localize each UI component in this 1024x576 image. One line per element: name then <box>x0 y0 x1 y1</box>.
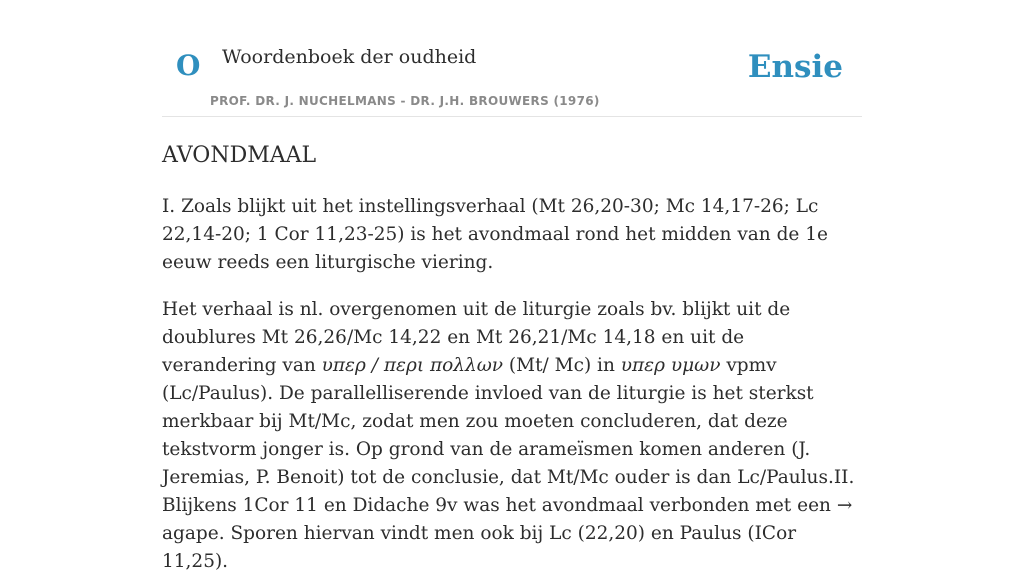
greek-phrase: υπερ υμων <box>620 355 721 377</box>
paragraph-text: (Mt/ Mc) in <box>503 355 621 377</box>
page-header <box>162 0 862 117</box>
book-title[interactable]: Woordenboek der oudheid <box>222 46 477 68</box>
greek-phrase: υπερ / περι πολλων <box>321 355 504 377</box>
index-letter[interactable]: O <box>176 49 201 82</box>
paragraph-text: vpmv (Lc/Paulus). De parallelliserende invloed van de liturgie is het sterkst merkbaar bij Mt/Mc, zodat men zou moeten concluderen, dat deze tekstvorm jonger is. Op grond van de arameïsmen komen anderen (J. Jeremias, P. Benoit) tot de conclusie, dat Mt/Mc ouder is dan Lc/Paulus.II. Blijkens 1Cor 11 en Didache 9v was het avondmaal verbonden met een <box>162 355 855 517</box>
book-authors: PROF. DR. J. NUCHELMANS - DR. J.H. BROUWERS (1976) <box>210 94 600 108</box>
entry-paragraph-2 <box>162 296 862 576</box>
paragraph-text: Het verhaal is nl. overgenomen uit de liturgie zoals bv. blijkt uit de doublures Mt 26,26/Mc 14,22 en Mt 26,21/Mc 14,18 en uit de verandering van <box>162 299 791 377</box>
page-content <box>162 0 862 576</box>
agape-link[interactable]: → agape <box>162 495 853 545</box>
ensie-logo[interactable]: Ensie <box>747 49 843 85</box>
paragraph-text: . Sporen hiervan vindt men ook bij Lc (22,20) en Paulus (ICor 11,25). <box>162 523 797 573</box>
entry-title: AVONDMAAL <box>162 143 317 168</box>
entry-paragraph-1: I. Zoals blijkt uit het instellingsverhaal (Mt 26,20-30; Mc 14,17-26; Lc 22,14-20; 1 Cor 11,23-25) is het avondmaal rond het midden van de 1e eeuw reeds een liturgische viering. <box>162 196 828 274</box>
